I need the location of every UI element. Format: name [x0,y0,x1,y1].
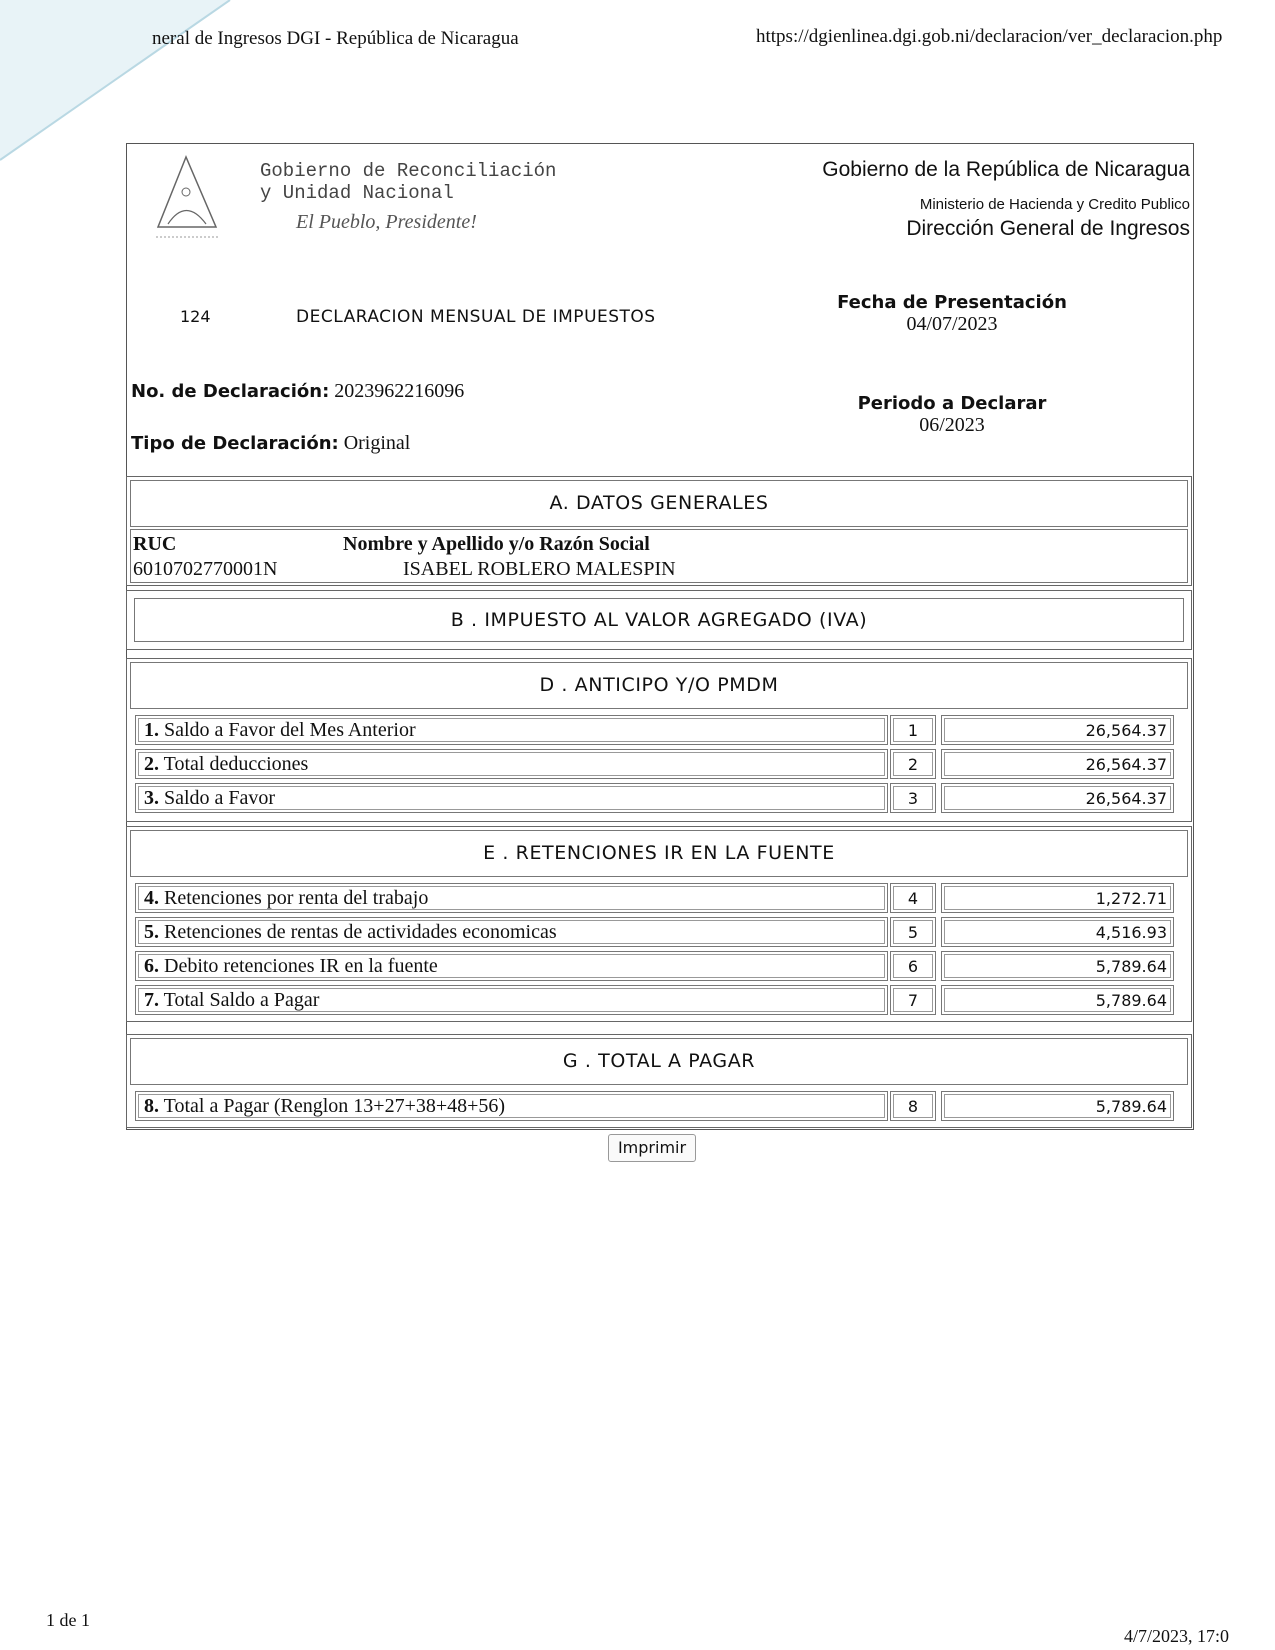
section-e [126,826,1192,1022]
row-label: Saldo a Favor [164,787,276,809]
row-label: Total Saldo a Pagar [163,989,320,1011]
row-description [135,715,888,745]
table-row [135,985,1180,1015]
government-logo-icon [148,152,228,252]
row-description [135,917,888,947]
row-label: Total a Pagar (Renglon 13+27+38+48+56) [163,1095,506,1117]
row-description [135,1091,888,1121]
table-row [135,749,1180,779]
table-row [135,917,1180,947]
row-label: Debito retenciones IR en la fuente [164,955,438,977]
row-index: 6. [144,955,159,977]
browser-header-url: https://dgienlinea.dgi.gob.ni/declaracion/ver_declaracion.php [756,26,1223,47]
table-row [135,883,1180,913]
row-number: 6 [890,951,936,981]
row-index: 3. [144,787,159,809]
government-slogan: El Pueblo, Presidente! [296,211,477,233]
period-block [822,393,1082,437]
ministry-name: Ministerio de Hacienda y Credito Publico [919,196,1190,213]
section-b-title: B . IMPUESTO AL VALOR AGREGADO (IVA) [450,609,868,631]
section-b-header-box [134,598,1184,642]
government-name-line2: y Unidad Nacional [260,182,454,204]
row-amount: 26,564.37 [941,749,1174,779]
row-number: 3 [890,783,936,813]
section-g-header-box [130,1038,1188,1085]
row-amount: 1,272.71 [941,883,1174,913]
print-button[interactable]: Imprimir [608,1134,696,1162]
section-d-title: D . ANTICIPO Y/O PMDM [539,674,779,696]
republic-title: Gobierno de la República de Nicaragua [822,158,1190,181]
table-row [135,715,1180,745]
section-a [126,476,1192,586]
section-b [126,590,1192,650]
row-index: 2. [144,753,159,775]
declaration-type-label: Tipo de Declaración: [131,433,339,454]
row-amount: 5,789.64 [941,985,1174,1015]
row-label: Retenciones de rentas de actividades economicas [164,921,557,943]
row-index: 1. [144,719,159,741]
government-name [260,160,556,204]
row-index: 5. [144,921,159,943]
browser-header-title: neral de Ingresos DGI - República de Nicaragua [152,28,519,49]
row-number: 8 [890,1091,936,1121]
row-description [135,985,888,1015]
ruc-value: 6010702770001N [133,558,278,580]
section-e-header-box [130,830,1188,877]
declaration-number [131,380,464,403]
table-row [135,951,1180,981]
row-label: Total deducciones [163,753,309,775]
row-number: 2 [890,749,936,779]
table-row [135,1091,1180,1121]
row-description [135,783,888,813]
row-index: 8. [144,1095,159,1117]
row-description [135,951,888,981]
row-index: 4. [144,887,159,909]
declaration-type-value: Original [343,432,411,454]
row-description [135,749,888,779]
direction-name: Dirección General de Ingresos [906,217,1190,240]
section-g [126,1034,1192,1128]
name-value: ISABEL ROBLERO MALESPIN [403,558,676,580]
table-row [135,783,1180,813]
section-e-title: E . RETENCIONES IR EN LA FUENTE [483,842,835,864]
section-d [126,658,1192,822]
row-label: Saldo a Favor del Mes Anterior [164,719,416,741]
row-amount: 5,789.64 [941,951,1174,981]
presentation-date-block [822,292,1082,336]
section-a-header-box [130,480,1188,527]
row-amount: 5,789.64 [941,1091,1174,1121]
row-number: 7 [890,985,936,1015]
declaration-number-label: No. de Declaración: [131,381,330,402]
government-name-line1: Gobierno de Reconciliación [260,160,557,182]
declaration-number-value: 2023962216096 [334,380,465,402]
presentation-date-label: Fecha de Presentación [837,292,1067,313]
row-number: 1 [890,715,936,745]
declaration-type [131,432,410,455]
page-count: 1 de 1 [46,1610,90,1630]
presentation-date-value: 04/07/2023 [906,313,998,335]
form-title: DECLARACION MENSUAL DE IMPUESTOS [296,307,656,327]
form-number: 124 [180,307,211,326]
ruc-label: RUC [133,533,177,555]
row-amount: 26,564.37 [941,715,1174,745]
row-number: 5 [890,917,936,947]
row-amount: 26,564.37 [941,783,1174,813]
row-label: Retenciones por renta del trabajo [164,887,429,909]
section-a-data-box [130,529,1188,583]
period-label: Periodo a Declarar [857,393,1047,414]
row-amount: 4,516.93 [941,917,1174,947]
section-a-title: A. DATOS GENERALES [549,492,769,514]
row-index: 7. [144,989,159,1011]
section-g-title: G . TOTAL A PAGAR [562,1050,756,1072]
name-label: Nombre y Apellido y/o Razón Social [343,533,650,555]
row-description [135,883,888,913]
section-d-header-box [130,662,1188,709]
period-value: 06/2023 [919,414,985,436]
row-number: 4 [890,883,936,913]
print-timestamp: 4/7/2023, 17:0 [1124,1626,1230,1646]
